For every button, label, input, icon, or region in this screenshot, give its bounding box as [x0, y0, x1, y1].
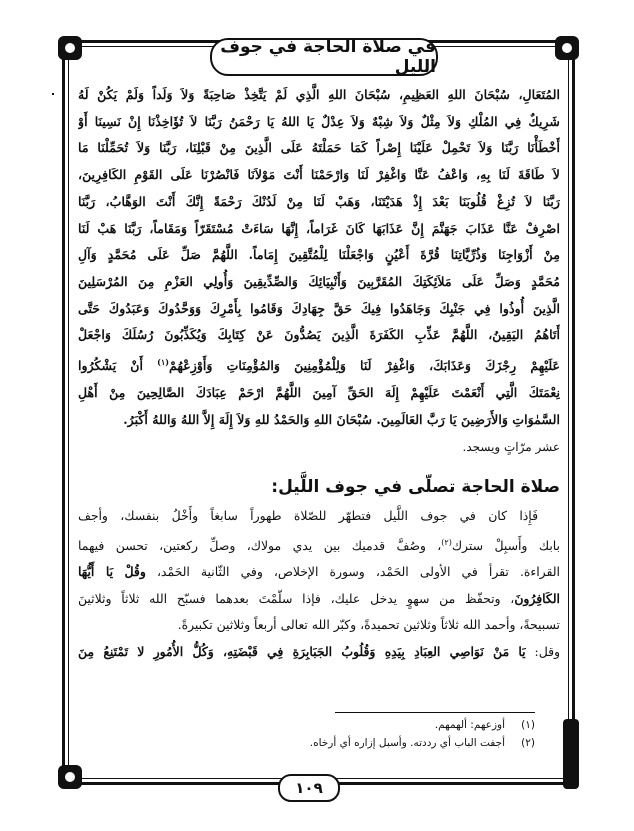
running-header [210, 38, 438, 76]
page-content [78, 82, 560, 665]
page-number-badge [278, 774, 340, 802]
text-line [78, 586, 560, 613]
footnote-ref-1[interactable]: (١) [157, 357, 170, 368]
header-title: في صلاة الحاجة في جوف الليل [220, 37, 436, 77]
text-segment: ، وصُفَّ قدميك بين يدي مولاك، وصلِّ ركعتين، تحسن فيهما [78, 537, 442, 553]
footnote-item [250, 716, 535, 734]
text-line: أَتَاهُمُ اليَقِينُ، اللَّهُمَّ عَذِّبِ الكَفَرَةَ الَّذِينَ يَصُدُّونَ عَنْ كِتَابِكَ وَيُكَذِّبُونَ رُسُلَكَ وَاجْعَلْ [78, 327, 560, 343]
stray-mark [52, 93, 54, 95]
text-line: تسبيحةً، وأحمد الله ثلاثاً وثلاثين تحميدةً، وكبّر الله تعالى أربعاً وثلاثين تكبيرةً. [177, 617, 560, 633]
footnote-text: أوزعهم: ألهمهم. [434, 719, 505, 731]
supplication-paragraph [78, 82, 560, 433]
ornament-corner-icon [58, 765, 82, 789]
text-segment: القراءة. تقرأ في الأولى الحَمْد، وسورة الإخلاص، وفي الثّانية الحَمْد، [156, 564, 560, 580]
text-line [78, 639, 560, 666]
ornament-corner-icon [58, 36, 82, 60]
footnote-separator [335, 712, 535, 713]
text-segment: عَلَيْهِمْ رِجْزَكَ وَعَذَابَكَ، وَاغْفِرْ لَنَا وَلِلْمُؤْمِنِينَ وَالمُؤْمِنَاتِ وَأَوْزِعْهُمْ [169, 358, 560, 374]
text-line: اصْرِفْ عَنَّا عَذَابَ جَهَنَّمَ إِنَّ عَذَابَهَا كَانَ غَرَاماً، إِنَّهَا سَاءَتْ مُسْتَقَرّاً وَمَقَاماً، رَبَّنَا هَبْ لَنَا [78, 220, 560, 236]
text-line: مُحَمَّدٍ وَصَلِّ عَلَى مَلاَئِكَتِكَ المُقَرَّبِينَ وَأَنْبِيَائِكَ وَالصِّدِّيقِينَ وَأُولِي العَزْمِ مِنَ المُرْسَلِينَ [78, 273, 560, 289]
text-line [78, 559, 560, 586]
footnote-number: (١) [521, 719, 535, 731]
text-segment: بابك وأَسبِلْ سترك [451, 537, 560, 553]
text-segment-bold: يَا مَنْ نَوَاصِي العِبَادِ بِيَدِهِ وَقُلُوبُ الجَبَابِرَةِ فِي قَبْضَتِهِ، وَكُلُّ الأُمُورِ لا تَمْتَنِعُ مِنَ [78, 643, 526, 659]
text-line: أَخْطَأْنَا رَبَّنَا وَلاَ تَحْمِلْ عَلَيْنَا إِصْراً كَمَا حَمَلْتَهُ عَلَى الَّذِينَ مِنْ قَبْلِنَا، رَبَّنَا وَلاَ تُحَمِّلْنَا مَا [78, 140, 560, 156]
ornament-corner-icon [563, 719, 579, 789]
text-line: شَرِيكٌ فِي المُلْكِ وَلاَ مِثْلٌ وَلاَ شِبْهٌ وَلاَ عِدْلٌ يَا اللهُ يَا رَحْمَنُ رَبَّنَا لاَ تُؤَاخِذْنَا إِنْ نَسِينَا أَوْ [78, 113, 560, 129]
text-segment: أَنْ يَشْكُرُوا [78, 358, 144, 374]
text-line: السَّمٰوَاتِ وَالأَرَضِينَ يَا رَبَّ العَالَمِينَ. سُبْحَانَ اللهِ وَالحَمْدُ للهِ وَلاَ إِلَهَ إِلاَّ اللهُ وَاللهُ أَكْبَرُ. [123, 411, 560, 427]
text-segment: ، وتحفّظ من سهوٍ يدخل عليك، فإذا سلّمْتَ بعدهما فسبّح الله ثلاثاً وثلاثينَ [78, 590, 515, 606]
text-segment-bold: الكَافِرُونَ [514, 590, 560, 606]
footnote-item [250, 734, 535, 752]
ornament-corner-icon [555, 36, 579, 60]
text-line: رَبَّنَا لاَ تُزِغْ قُلُوبَنَا بَعْدَ إِذْ هَدَيْتَنَا، وَهَبْ لَنَا مِنْ لَدُنْكَ رَحْمَةً إِنَّكَ أَنْتَ الوَهَّابُ، رَبَّنَا [78, 193, 560, 209]
text-line [78, 349, 560, 380]
text-line: لاَ طَاقَةَ لَنَا بِهِ، وَاعْفُ عَنَّا وَاغْفِرْ لَنَا وَارْحَمْنَا أَنْتَ مَوْلاَنَا فَانْصُرْنَا عَلَى القَوْمِ الكَافِرِينَ، [78, 167, 560, 183]
after-paragraph-note: عشر مرّاتٍ ويسجد. [462, 440, 560, 455]
text-line: مِنْ أَزْوَاجِنَا وَذُرِّيَّاتِنَا قُرَّةَ أَعْيُنٍ وَاجْعَلْنَا لِلْمُتَّقِينَ إِمَاماً. اللَّهُمَّ صَلِّ عَلَى مُحَمَّدٍ وَآلِ [78, 247, 560, 263]
text-segment-bold: وقُلْ يَا أَيُّهَا [78, 564, 146, 580]
footnotes [250, 716, 535, 752]
text-line: فَإِذا كان في جوف اللَّيل فتطهّر للصّلاة طهوراً سابغاً وأَخْلُ بنفسك، وأجف [78, 508, 538, 524]
footnote-text: أجفت الباب أي رددته. وأسبل إزاره أي أرخاه. [309, 737, 505, 749]
section-heading: صلاة الحاجة تصلّى في جوف اللَّيل: [271, 477, 560, 498]
section-body [78, 503, 560, 665]
text-line: المُتَعَالِ، سُبْحَانَ اللهِ العَظِيمِ، سُبْحَانَ اللهِ الَّذِي لَمْ يَتَّخِذْ صَاحِبَةً وَلاَ وَلَداً وَلَمْ يَكُنْ لَهُ [78, 87, 560, 102]
footnote-number: (٢) [521, 737, 535, 749]
text-line [78, 530, 560, 560]
text-line: نِعْمَتَكَ الَّتِي أَنْعَمْتَ عَلَيْهِمْ إِلَهَ الحَقِّ آمِينَ اللَّهُمَّ ارْحَمْ عِبَادَكَ الصَّالِحِينَ مِنْ أَهْلِ [78, 384, 560, 400]
page-number: ١٠٩ [295, 779, 323, 797]
footnote-ref-2[interactable]: (٢) [441, 537, 452, 547]
text-segment: وقل: [525, 643, 560, 659]
text-line: الَّذِينَ أُوذُوا فِي جَنْبِكَ وَجَاهَدُوا فِيكَ حَقَّ جِهَادِكَ وَقَامُوا بِأَمْرِكَ وَوَحَّدُوكَ وَعَبَدُوكَ حَتَّى [78, 300, 560, 316]
